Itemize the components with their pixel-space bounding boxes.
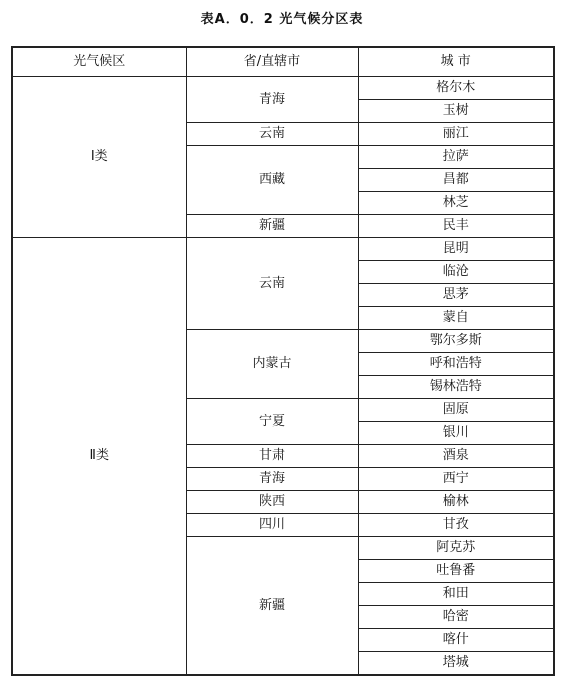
header-zone: 光气候区 (12, 47, 186, 77)
city-cell: 西宁 (358, 468, 554, 491)
province-cell: 内蒙古 (186, 330, 358, 399)
city-cell: 丽江 (358, 123, 554, 146)
city-cell: 银川 (358, 422, 554, 445)
city-cell: 民丰 (358, 215, 554, 238)
city-cell: 固原 (358, 399, 554, 422)
city-cell: 阿克苏 (358, 537, 554, 560)
table-row (12, 77, 554, 100)
city-cell: 拉萨 (358, 146, 554, 169)
city-cell: 榆林 (358, 491, 554, 514)
city-cell: 酒泉 (358, 445, 554, 468)
city-cell: 喀什 (358, 629, 554, 652)
city-cell: 塔城 (358, 652, 554, 676)
city-cell: 哈密 (358, 606, 554, 629)
city-cell: 蒙自 (358, 307, 554, 330)
province-cell: 云南 (186, 238, 358, 330)
province-cell: 青海 (186, 468, 358, 491)
header-province: 省/直辖市 (186, 47, 358, 77)
city-cell: 昌都 (358, 169, 554, 192)
province-cell: 青海 (186, 77, 358, 123)
province-cell: 云南 (186, 123, 358, 146)
city-cell: 吐鲁番 (358, 560, 554, 583)
city-cell: 呼和浩特 (358, 353, 554, 376)
city-cell: 锡林浩特 (358, 376, 554, 399)
table-title: 表A．0．2 光气候分区表 (200, 12, 364, 27)
header-row (12, 47, 554, 77)
city-cell: 和田 (358, 583, 554, 606)
city-cell: 鄂尔多斯 (358, 330, 554, 353)
province-cell: 新疆 (186, 537, 358, 676)
city-cell: 玉树 (358, 100, 554, 123)
city-cell: 思茅 (358, 284, 554, 307)
zone-cell: Ⅱ类 (12, 238, 186, 676)
city-cell: 林芝 (358, 192, 554, 215)
city-cell: 昆明 (358, 238, 554, 261)
province-cell: 宁夏 (186, 399, 358, 445)
zone-cell: Ⅰ类 (12, 77, 186, 238)
province-cell: 甘肃 (186, 445, 358, 468)
province-cell: 陕西 (186, 491, 358, 514)
table-row (12, 238, 554, 261)
province-cell: 四川 (186, 514, 358, 537)
light-climate-zone-table (11, 46, 555, 676)
header-city: 城 市 (358, 47, 554, 77)
province-cell: 新疆 (186, 215, 358, 238)
city-cell: 甘孜 (358, 514, 554, 537)
city-cell: 临沧 (358, 261, 554, 284)
city-cell: 格尔木 (358, 77, 554, 100)
province-cell: 西藏 (186, 146, 358, 215)
